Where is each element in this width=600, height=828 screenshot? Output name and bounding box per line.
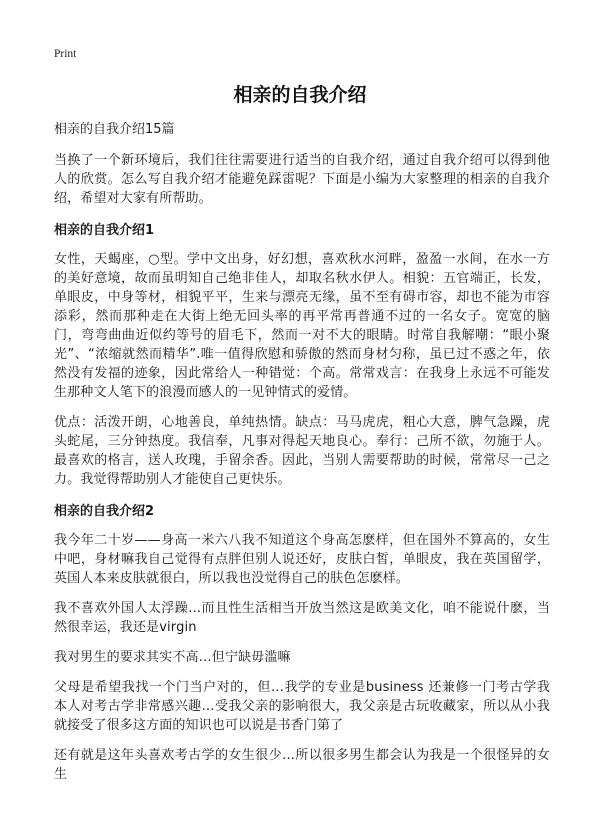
- article-content: [54, 121, 550, 795]
- section-1-paragraph-1: 女性，天蝎座，○型。学中文出身，好幻想，喜欢秋水河畔，盈盈一水间，在水一方的美好意境，故而虽明知自己绝非佳人，却取名秋水伊人。相貌：五官端正，长发，单眼皮，中身等材，相貌平平，生来与漂亮无缘，虽不至有碍市容，却也不能为市容添彩，然而那种走在大街上绝无回头率的再平常再普通不过的一名女子。宽宽的脑门，弯弯曲曲近似约等号的眉毛下，然而一对不大的眼睛。时常自我解嘲：“眼小聚光”、“浓缩就然而精华”.唯一值得欣慰和骄傲的然而身材匀称，虽已过不惑之年，依然没有发福的迹象，因此常给人一种错觉：个高。常常戏言：在我身上永远不可能发生那种文人笔下的浪漫而感人的一见钟情式的爱情。: [54, 252, 550, 400]
- section-2-paragraph-4: 父母是希望我找一个门当户对的，但…我学的专业是business 还兼修一门考古学我本人对考古学非常感兴趣…受我父亲的影响很大，我父亲是古玩收藏家，所以从小我就接受了很多这方面的知识也可以说是书香门第了: [54, 680, 550, 733]
- print-link[interactable]: Print: [54, 48, 77, 60]
- article-subtitle: 相亲的自我介绍15篇: [54, 122, 175, 137]
- section-heading-1: 相亲的自我介绍1: [54, 223, 155, 238]
- section-heading-2: 相亲的自我介绍2: [54, 504, 155, 519]
- intro-paragraph: 当换了一个新环境后，我们往往需要进行适当的自我介绍，通过自我介绍可以得到他人的欣赏。怎么写自我介绍才能避免踩雷呢？下面是小编为大家整理的相亲的自我介绍，希望对大家有所帮助。: [54, 153, 550, 206]
- section-2-paragraph-2: 我不喜欢外国人太浮躁…而且性生活相当开放当然这是欧美文化，咱不能说什麽，当然很幸运，我还是virgin: [54, 601, 550, 635]
- section-2-paragraph-1: 我今年二十岁——身高一米六八我不知道这个身高怎麽样，但在国外不算高的，女生中吧，身材嘛我自己觉得有点胖但别人说还好，皮肤白皙，单眼皮，我在英国留学，英国人本来皮肤就很白，所以我也没觉得自己的肤色怎麽样。: [54, 533, 550, 586]
- section-1-paragraph-2: 优点：活泼开朗，心地善良，单纯热情。缺点：马马虎虎，粗心大意，脾气急躁，虎头蛇尾，三分钟热度。我信奉，凡事对得起天地良心。奉行：己所不欲，勿施于人。最喜欢的格言，送人玫瑰，手留余香。因此，当别人需要帮助的时候，常常尽一己之力。我觉得帮助别人才能使自己更快乐。: [54, 415, 550, 487]
- section-2-paragraph-5: 还有就是这年头喜欢考古学的女生很少…所以很多男生都会认为我是一个很怪异的女生: [54, 748, 550, 782]
- section-2-paragraph-3: 我对男生的要求其实不高…但宁缺毋滥嘛: [54, 650, 291, 665]
- page-title: 相亲的自我介绍: [233, 84, 367, 106]
